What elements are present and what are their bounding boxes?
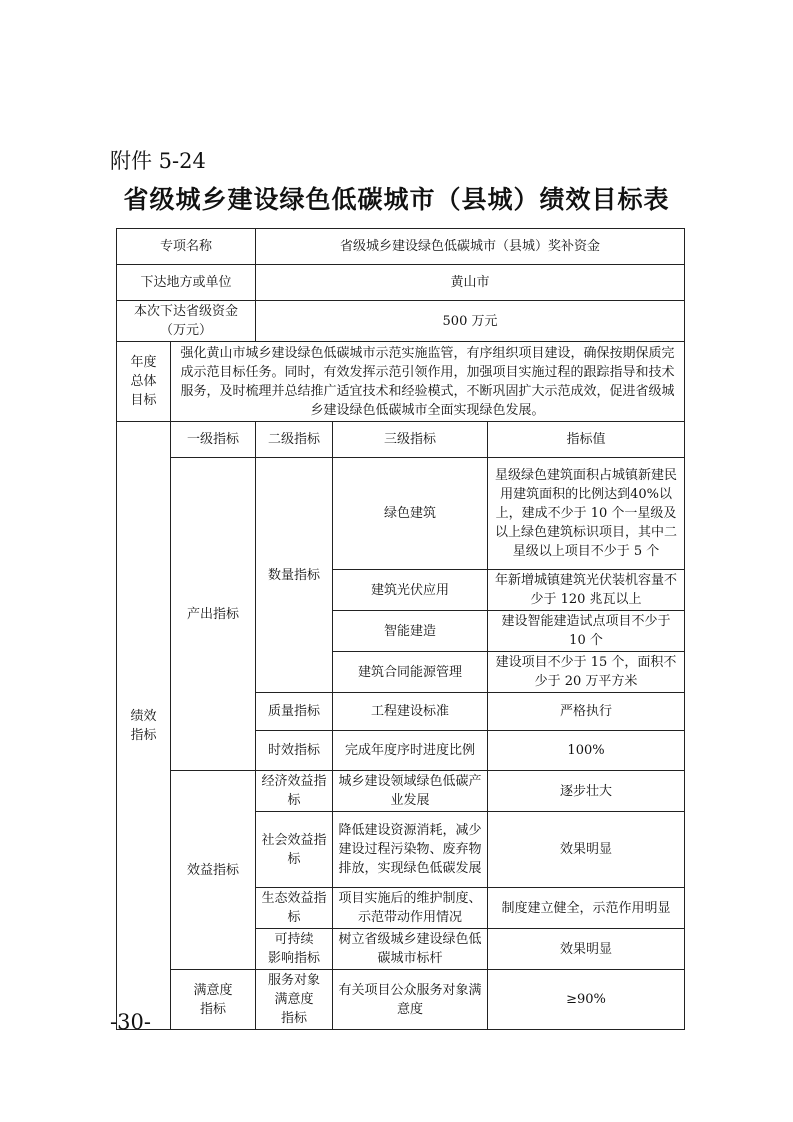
satisfaction-label-line3: 指标 bbox=[281, 1011, 308, 1026]
pv-value: 年新增城镇建筑光伏装机容量不少于 120 兆瓦以上 bbox=[488, 570, 685, 611]
smart-construction-value: 建设智能建造试点项目不少于 10 个 bbox=[488, 611, 685, 652]
sustainable-impact-name: 树立省级城乡建设绿色低碳城市标杆 bbox=[333, 929, 488, 970]
quality-value: 严格执行 bbox=[488, 693, 685, 731]
funds-label bbox=[117, 301, 256, 342]
quality-name: 工程建设标准 bbox=[333, 693, 488, 731]
sustain-label-line2: 影响指标 bbox=[268, 951, 321, 966]
performance-indicators-label bbox=[117, 422, 171, 1030]
row-funds bbox=[117, 301, 685, 342]
energy-management-value: 建设项目不少于 15 个，面积不少于 20 万平方米 bbox=[488, 652, 685, 693]
page-number: -30- bbox=[110, 1010, 151, 1034]
social-benefit-label: 社会效益指标 bbox=[256, 812, 333, 888]
annual-goal-text: 强化黄山市城乡建设绿色低碳城市示范实施监管，有序组织项目建设，确保按期保质完成示范目标任务。同时，有效发挥示范引领作用，加强项目实施过程的跟踪指导和技术服务，及时梳理并总结推广适宜技术和经验模式，不断巩固扩大示范成效，促进省级城乡建设绿色低碳城市全面实现绿色发展。 bbox=[171, 342, 685, 422]
quantity-indicator-label: 数量指标 bbox=[256, 458, 333, 693]
economic-benefit-label: 经济效益指标 bbox=[256, 771, 333, 812]
pv-name: 建筑光伏应用 bbox=[333, 570, 488, 611]
row-project-name bbox=[117, 229, 685, 265]
funds-label-line1: 本次下达省级资金 bbox=[134, 304, 239, 319]
satisfaction-label-line1: 服务对象 bbox=[268, 973, 321, 988]
goal-label-line3: 目标 bbox=[130, 393, 157, 408]
satisfaction-indicator-label bbox=[171, 970, 256, 1030]
satisfaction-label-line2: 满意度 bbox=[274, 992, 314, 1007]
goal-label-line1: 年度 bbox=[130, 355, 157, 370]
service-satisfaction-label bbox=[256, 970, 333, 1030]
col-header-level2: 二级指标 bbox=[256, 422, 333, 458]
benefit-indicator-label: 效益指标 bbox=[171, 771, 256, 970]
quality-indicator-label: 质量指标 bbox=[256, 693, 333, 731]
ecological-benefit-label: 生态效益指标 bbox=[256, 888, 333, 929]
col-header-level3: 三级指标 bbox=[333, 422, 488, 458]
funds-value: 500 万元 bbox=[256, 301, 685, 342]
green-building-value: 星级绿色建筑面积占城镇新建民用建筑面积的比例达到40%以上，建成不少于 10 个一星级及以上绿色建筑标识项目，其中二星级以上项目不少于 5 个 bbox=[488, 458, 685, 570]
sustain-label-line1: 可持续 bbox=[274, 932, 314, 947]
performance-table bbox=[116, 228, 685, 1030]
annual-goal-label bbox=[117, 342, 171, 422]
col-header-value: 指标值 bbox=[488, 422, 685, 458]
sustainable-impact-value: 效果明显 bbox=[488, 929, 685, 970]
green-building-name: 绿色建筑 bbox=[333, 458, 488, 570]
row-indicator-headers bbox=[117, 422, 685, 458]
goal-label-line2: 总体 bbox=[130, 374, 157, 389]
satisfaction-level1-line1: 满意度 bbox=[193, 982, 233, 998]
section-label-line2: 指标 bbox=[130, 727, 157, 743]
row-recipient bbox=[117, 265, 685, 301]
row-satisfaction bbox=[117, 970, 685, 1030]
satisfaction-level1-line2: 指标 bbox=[200, 1001, 227, 1017]
row-annual-goal bbox=[117, 342, 685, 422]
funds-label-line2: （万元） bbox=[160, 323, 213, 338]
social-benefit-name: 降低建设资源消耗，减少建设过程污染物、废弃物排放，实现绿色低碳发展 bbox=[333, 812, 488, 888]
time-name: 完成年度序时进度比例 bbox=[333, 731, 488, 771]
attachment-label: 附件 5-24 bbox=[110, 149, 206, 173]
row-economic-benefit bbox=[117, 771, 685, 812]
recipient-value: 黄山市 bbox=[256, 265, 685, 301]
ecological-benefit-value: 制度建立健全，示范作用明显 bbox=[488, 888, 685, 929]
output-indicator-label: 产出指标 bbox=[171, 458, 256, 771]
col-header-level1: 一级指标 bbox=[171, 422, 256, 458]
satisfaction-name: 有关项目公众服务对象满意度 bbox=[333, 970, 488, 1030]
energy-management-name: 建筑合同能源管理 bbox=[333, 652, 488, 693]
social-benefit-value: 效果明显 bbox=[488, 812, 685, 888]
economic-benefit-value: 逐步壮大 bbox=[488, 771, 685, 812]
project-name-label: 专项名称 bbox=[117, 229, 256, 265]
time-indicator-label: 时效指标 bbox=[256, 731, 333, 771]
section-label-line1: 绩效 bbox=[130, 708, 157, 724]
recipient-label: 下达地方或单位 bbox=[117, 265, 256, 301]
economic-benefit-name: 城乡建设领域绿色低碳产业发展 bbox=[333, 771, 488, 812]
project-name-value: 省级城乡建设绿色低碳城市（县城）奖补资金 bbox=[256, 229, 685, 265]
row-green-building bbox=[117, 458, 685, 570]
time-value: 100% bbox=[488, 731, 685, 771]
satisfaction-value: ≥90% bbox=[488, 970, 685, 1030]
sustainable-impact-label bbox=[256, 929, 333, 970]
page-title: 省级城乡建设绿色低碳城市（县城）绩效目标表 bbox=[123, 185, 670, 214]
ecological-benefit-name: 项目实施后的维护制度、示范带动作用情况 bbox=[333, 888, 488, 929]
smart-construction-name: 智能建造 bbox=[333, 611, 488, 652]
